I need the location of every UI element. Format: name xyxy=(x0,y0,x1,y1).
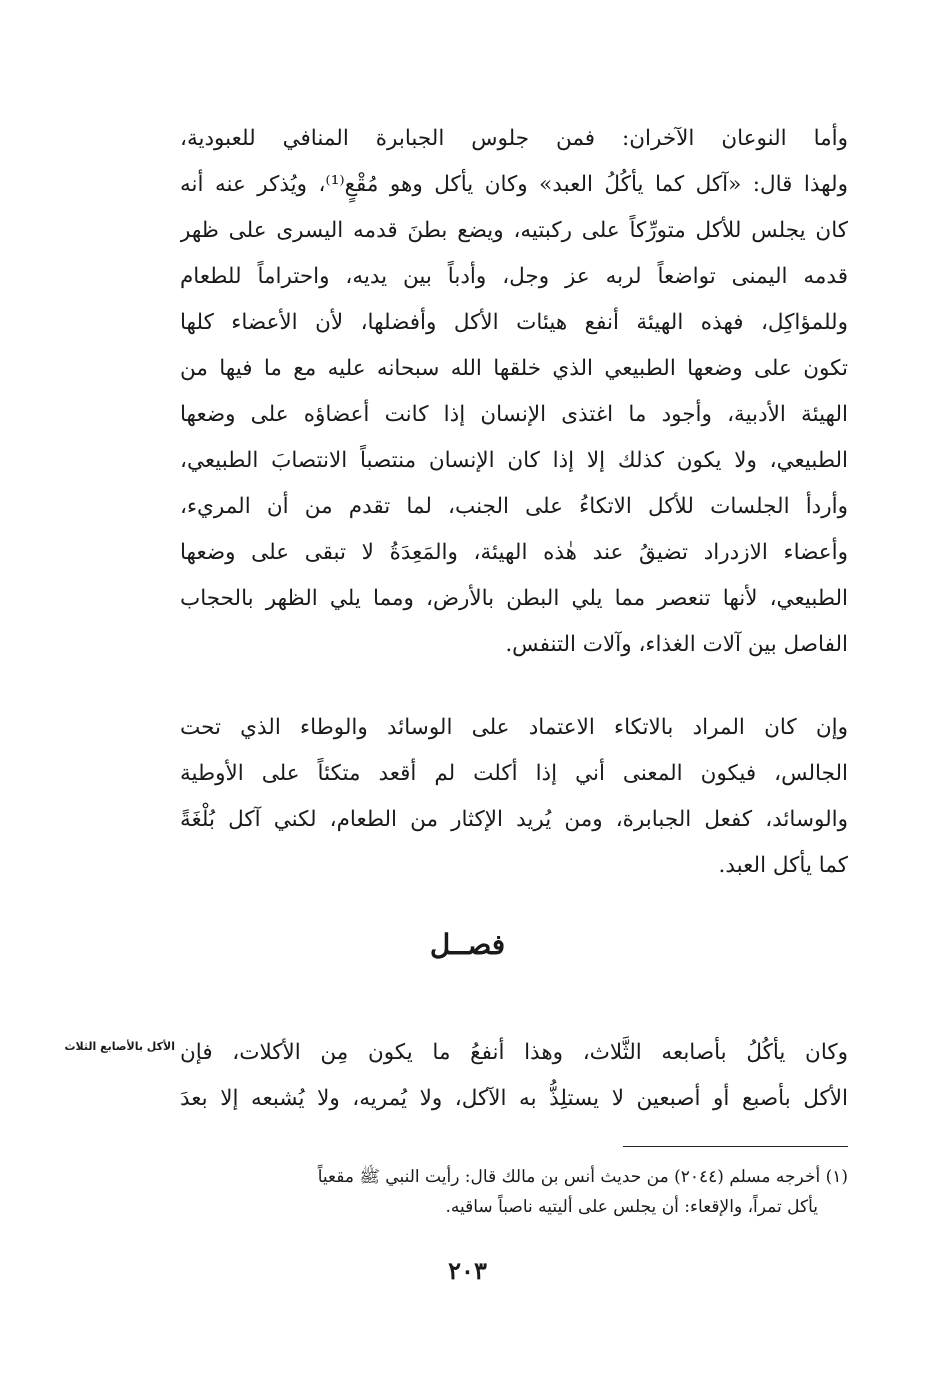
text-line: وإن كان المراد بالاتكاء الاعتماد على الوسائد والوطاء الذي تحت xyxy=(180,715,848,740)
text-line: وأردأ الجلسات للأكل الاتكاءُ على الجنب، لما تقدم من أن المريء، xyxy=(180,494,848,519)
text-line: الجالس، فيكون المعنى أني إذا أكلت لم أقعد متكئاً على الأوطية xyxy=(180,761,848,786)
text-line: الطبيعي، ولا يكون كذلك إلا إذا كان الإنسان منتصباً الانتصابَ الطبيعي، xyxy=(180,448,848,473)
section-heading: فصــل xyxy=(429,928,506,961)
page-number: ٢٠٣ xyxy=(448,1256,487,1285)
text-line: الفاصل بين آلات الغذاء، وآلات التنفس. xyxy=(505,632,848,657)
text-line: والوسائد، كفعل الجبابرة، ومن يُريد الإكثار من الطعام، لكني آكل بُلْغَةً xyxy=(180,807,848,832)
margin-note: الأكل بالأصابع الثلاث xyxy=(64,1040,175,1053)
footnote-divider xyxy=(623,1146,848,1147)
text-line: تكون على وضعها الطبيعي الذي خلقها الله سبحانه عليه مع ما فيها من xyxy=(180,356,848,381)
paragraph-3 xyxy=(180,1030,848,1122)
text-line: قدمه اليمنى تواضعاً لربه عز وجل، وأدباً بين يديه، واحتراماً للطعام xyxy=(180,264,848,289)
footnote-line: يأكل تمراً، والإقعاء: أن يجلس على أليتيه ناصباً ساقيه. xyxy=(445,1197,818,1217)
paragraph-1 xyxy=(180,116,848,668)
text-line: كما يأكل العبد. xyxy=(718,853,848,878)
text-line: كان يجلس للأكل متورِّكاً على ركبتيه، ويضع بطنَ قدمه اليسرى على ظهر xyxy=(180,218,848,243)
text-line: الطبيعي، لأنها تنعصر مما يلي البطن بالأرض، ومما يلي الظهر بالحجاب xyxy=(180,586,848,611)
text-line: وكان يأكُلُ بأصابعه الثَّلاث، وهذا أنفعُ ما يكون مِن الأكلات، فإن xyxy=(180,1040,848,1065)
footnote-line: (١) أخرجه مسلم (٢٠٤٤) من حديث أنس بن مالك قال: رأيت النبي ﷺ مقعياً xyxy=(317,1167,848,1187)
paragraph-2 xyxy=(180,705,848,889)
text-line: وأما النوعان الآخران: فمن جلوس الجبابرة المنافي للعبودية، xyxy=(180,126,848,151)
text-line: وللمؤاكِل، فهذه الهيئة أنفع هيئات الأكل وأفضلها، لأن الأعضاء كلها xyxy=(180,310,848,335)
footnote xyxy=(180,1162,848,1222)
text-line: وأعضاء الازدراد تضيقُ عند هٰذه الهيئة، والمَعِدَةُ لا تبقى على وضعها xyxy=(180,540,848,565)
text-line: الهيئة الأدبية، وأجود ما اغتذى الإنسان إذا كانت أعضاؤه على وضعها xyxy=(180,402,848,427)
text-line: الأكل بأصبع أو أصبعين لا يستلِذُّ به الآكل، ولا يُمريه، ولا يُشبعه إلا بعدَ xyxy=(180,1086,848,1111)
text-line: ولهذا قال: «آكل كما يأكُلُ العبد» وكان يأكل وهو مُقْعٍ⁽¹⁾، ويُذكر عنه أنه xyxy=(180,172,848,197)
